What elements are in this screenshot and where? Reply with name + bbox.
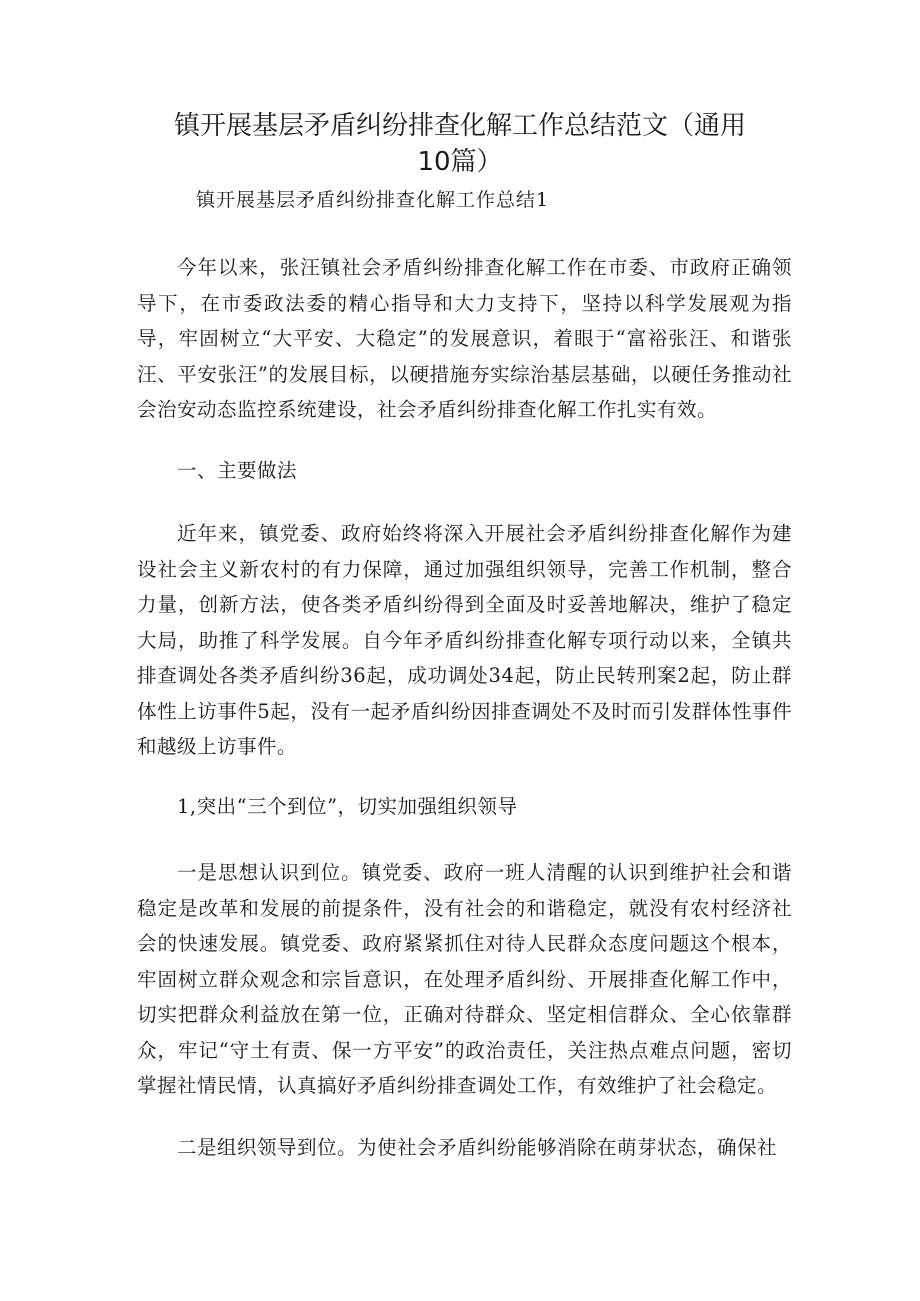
paragraph-thought-in-place: 一是思想认识到位。镇党委、政府一班人清醒的认识到维护社会和谐稳定是改革和发展的前提条件，没有社会的和谐稳定，就没有农村经济社会的快速发展。镇党委、政府紧紧抓住对待人民群众态度问题这个根本，牢固树立群众观念和宗旨意识，在处理矛盾纠纷、开展排查化解工作中，切实把群众利益放在第一位，正确对待群众、坚定相信群众、全心依靠群众，牢记“守土有责、保一方平安”的政治责任，关注热点难点问题，密切掌握社情民情，认真搞好矛盾纠纷排查调处工作，有效维护了社会稳定。 bbox=[137, 861, 792, 1097]
paragraph-intro: 今年以来，张汪镇社会矛盾纠纷排查化解工作在市委、市政府正确领导下，在市委政法委的精心指导和大力支持下，坚持以科学发展观为指导，牢固树立“大平安、大稳定”的发展意识，着眼于“富裕张汪、和谐张汪、平安张汪”的发展目标，以硬措施夯实综治基层基础，以硬任务推动社会治安动态监控系统建设，社会矛盾纠纷排查化解工作扎实有效。 bbox=[137, 256, 792, 421]
subsection-heading-three-in-place: 1,突出“三个到位”，切实加强组织领导 bbox=[177, 795, 518, 818]
paragraph-organization-in-place: 二是组织领导到位。为使社会矛盾纠纷能够消除在萌芽状态，确保社 bbox=[177, 1136, 778, 1159]
paragraph-overview: 近年来，镇党委、政府始终将深入开展社会矛盾纠纷排查化解作为建设社会主义新农村的有力保障，通过加强组织领导，完善工作机制，整合力量，创新方法，使各类矛盾纠纷得到全面及时妥善地解决，维护了稳定大局，助推了科学发展。自今年矛盾纠纷排查化解专项行动以来，全镇共排查调处各类矛盾纠纷36起，成功调处34起，防止民转刑案2起，防止群体性上访事件5起，没有一起矛盾纠纷因排查调处不及时而引发群体性事件和越级上访事件。 bbox=[137, 522, 792, 758]
document-subtitle: 镇开展基层矛盾纠纷排查化解工作总结1 bbox=[196, 189, 550, 211]
document-title: 镇开展基层矛盾纠纷排查化解工作总结范文（通用10篇） bbox=[173, 111, 746, 177]
section-heading-main-practices: 一、主要做法 bbox=[177, 459, 298, 482]
